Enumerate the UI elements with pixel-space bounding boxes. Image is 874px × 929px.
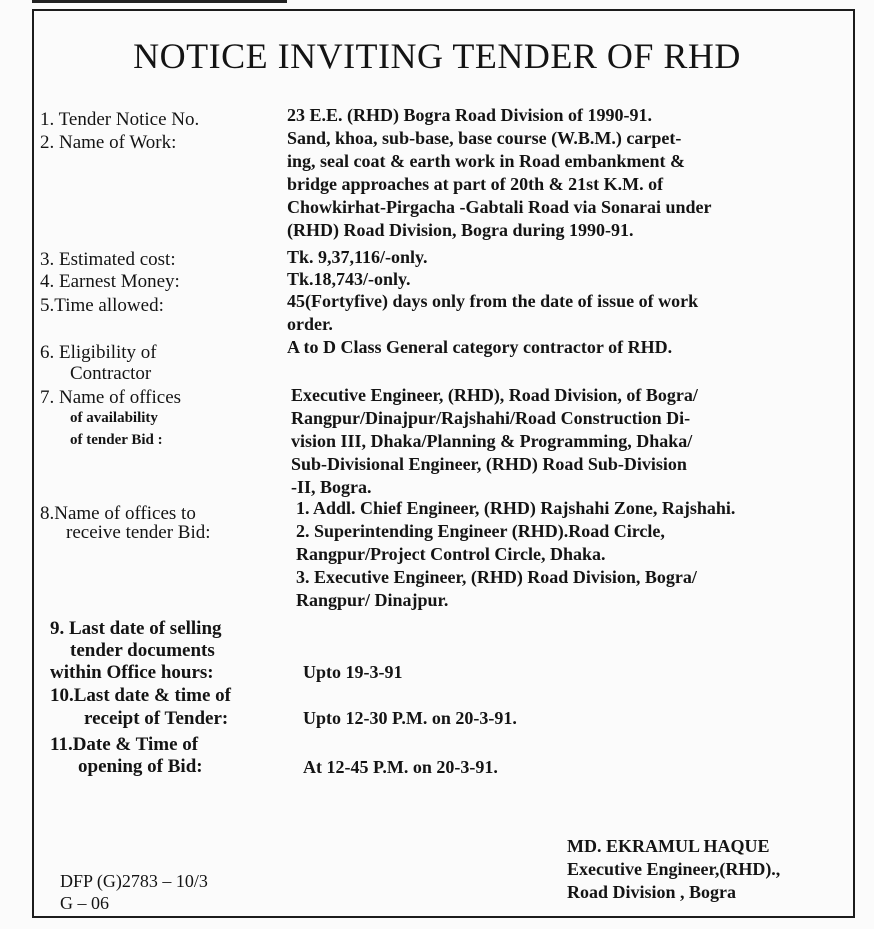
item-label: Contractor (70, 363, 152, 384)
item-value: Rangpur/Project Control Circle, Dhaka. (296, 544, 606, 564)
item-value: ing, seal coat & earth work in Road embankment & (287, 151, 685, 171)
notice-title: NOTICE INVITING TENDER OF RHD (133, 36, 741, 76)
item-label: opening of Bid: (78, 756, 203, 777)
item-value: (RHD) Road Division, Bogra during 1990-91. (287, 220, 634, 240)
item-label: receipt of Tender: (84, 708, 229, 729)
item-value: 45(Fortyfive) days only from the date of issue of work (287, 291, 699, 311)
item-label: 1. Tender Notice No. (40, 109, 200, 130)
item-label: 7. Name of offices (40, 387, 182, 408)
item-label: 4. Earnest Money: (40, 271, 180, 292)
item-value: Tk. 9,37,116/-only. (287, 247, 428, 267)
top-rule (32, 0, 287, 3)
item-value: Upto 19-3-91 (303, 662, 403, 682)
item-label: of tender Bid : (70, 432, 163, 448)
item-value: bridge approaches at part of 20th & 21st K.M. of (287, 174, 664, 194)
signatory-title: Executive Engineer,(RHD)., (567, 859, 781, 879)
item-label: 6. Eligibility of (40, 342, 157, 363)
item-label: receive tender Bid: (66, 522, 211, 543)
item-label: within Office hours: (50, 662, 214, 683)
item-value: A to D Class General category contractor of RHD. (287, 337, 673, 357)
item-label: tender documents (70, 640, 215, 661)
item-label: 9. Last date of selling (50, 618, 222, 639)
reference-code: G – 06 (60, 893, 109, 913)
item-label: 8.Name of offices to (40, 503, 196, 524)
item-label: 10.Last date & time of (50, 685, 231, 706)
item-value: 1. Addl. Chief Engineer, (RHD) Rajshahi Zone, Rajshahi. (296, 498, 736, 518)
signatory-office: Road Division , Bogra (567, 882, 737, 902)
item-value: -II, Bogra. (291, 477, 372, 497)
item-label: of availability (70, 410, 158, 426)
item-label: 3. Estimated cost: (40, 249, 176, 270)
item-value: 3. Executive Engineer, (RHD) Road Division, Bogra/ (296, 567, 697, 587)
item-value: Sand, khoa, sub-base, base course (W.B.M.) carpet- (287, 128, 682, 148)
item-value: Sub-Divisional Engineer, (RHD) Road Sub-Division (291, 454, 687, 474)
item-label: 11.Date & Time of (50, 734, 199, 755)
item-value: Tk.18,743/-only. (287, 269, 411, 289)
item-value: Rangpur/ Dinajpur. (296, 590, 449, 610)
item-label: 5.Time allowed: (40, 295, 164, 316)
item-label: 2. Name of Work: (40, 132, 177, 153)
item-value: At 12-45 P.M. on 20-3-91. (303, 757, 498, 777)
signatory-name: MD. EKRAMUL HAQUE (567, 836, 770, 856)
item-value: Rangpur/Dinajpur/Rajshahi/Road Construction Di- (291, 408, 691, 428)
item-value: Upto 12-30 P.M. on 20-3-91. (303, 708, 517, 728)
item-value: Chowkirhat-Pirgacha -Gabtali Road via Sonarai under (287, 197, 712, 217)
item-value: 23 E.E. (RHD) Bogra Road Division of 1990-91. (287, 105, 653, 125)
reference-number: DFP (G)2783 – 10/3 (60, 871, 208, 891)
item-value: 2. Superintending Engineer (RHD).Road Circle, (296, 521, 665, 541)
item-value: vision III, Dhaka/Planning & Programming, Dhaka/ (291, 431, 693, 451)
item-value: order. (287, 314, 333, 334)
item-value: Executive Engineer, (RHD), Road Division, of Bogra/ (291, 385, 698, 405)
